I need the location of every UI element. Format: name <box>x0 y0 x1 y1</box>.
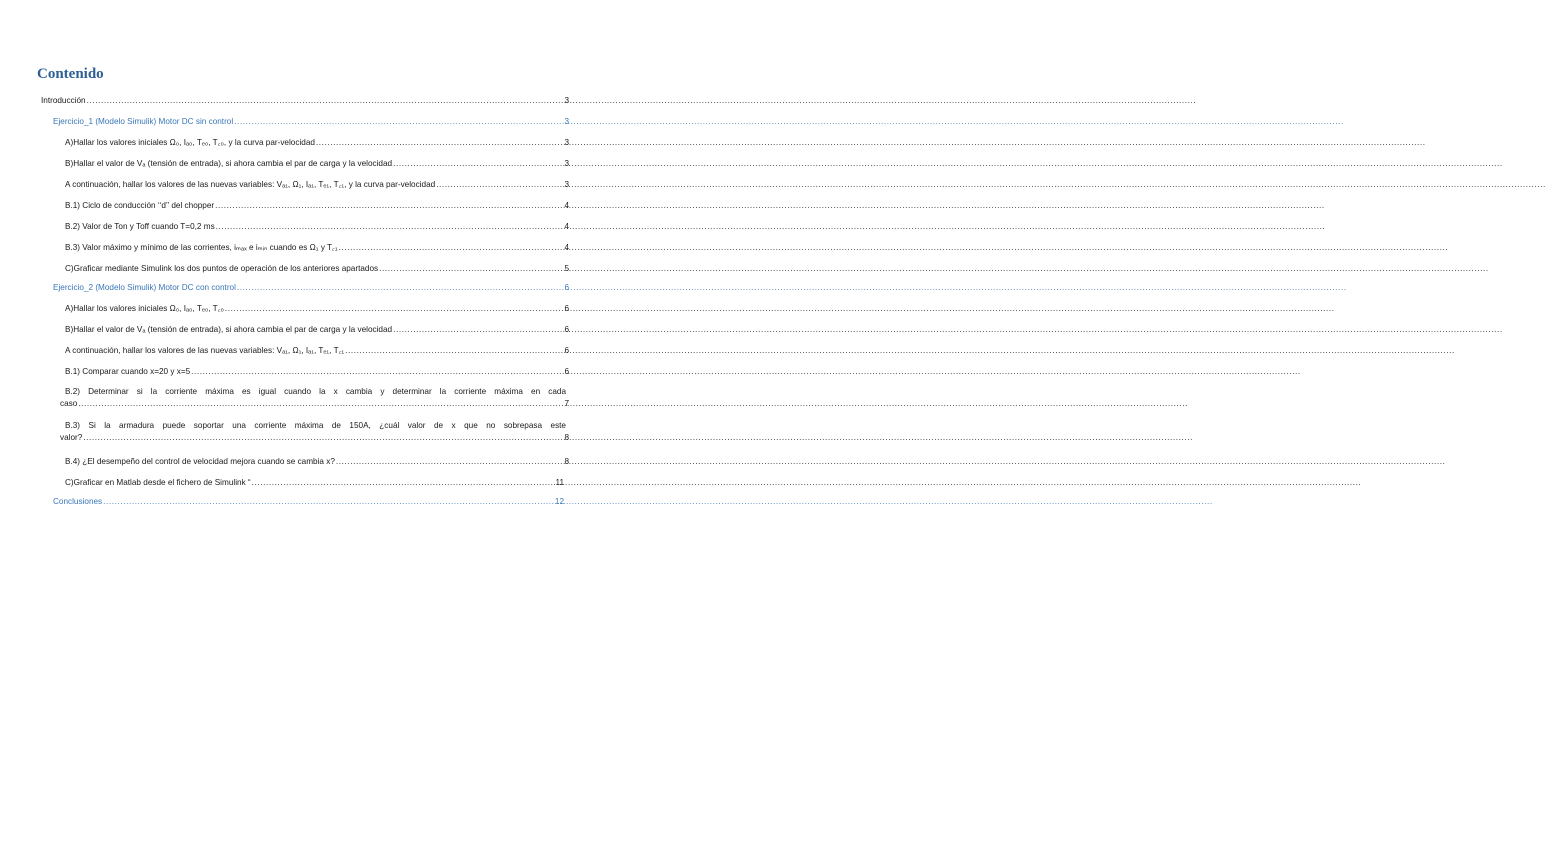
toc-entry-ej2-continuacion[interactable] <box>65 345 569 357</box>
toc-entry-conclusiones[interactable] <box>53 496 564 508</box>
toc-entry-label: Hallar los valores iniciales Ω₀, Iₐ₀, Tₑ₀, T꜀₀, y la curva par-velocidad <box>73 138 315 147</box>
toc-entry-ej2-b2[interactable] <box>60 386 569 410</box>
toc-entry-introduccion[interactable] <box>41 95 569 107</box>
toc-entry-label: B.1) Comparar cuando x=20 y x=5 <box>65 367 191 376</box>
toc-entry-letter: A) <box>65 304 74 313</box>
toc-entry-label: Hallar el valor de Vₐ (tensión de entrada), si ahora cambia el par de carga y la velocidad <box>73 159 393 168</box>
toc-leader <box>393 324 563 336</box>
toc-page-number: 11 <box>555 478 564 487</box>
toc-entry-ej2-c[interactable] <box>65 477 564 489</box>
toc-entry-letter: B) <box>65 159 74 168</box>
toc-leader <box>237 282 564 294</box>
toc-page-number: 6 <box>564 325 569 334</box>
toc-entry-label: Graficar mediante Simulink los dos puntos de operación de los anteriores apartados <box>73 264 379 273</box>
toc-page-number: 3 <box>564 117 569 126</box>
toc-entry-ej1-b1[interactable] <box>65 200 569 212</box>
toc-entry-ej1-b2[interactable] <box>65 221 569 233</box>
toc-leader <box>234 116 563 128</box>
toc-entry-label: B.4) ¿El desempeño del control de velocidad mejora cuando se cambia x? <box>65 457 335 466</box>
toc-page-number: 6 <box>564 283 569 292</box>
toc-entry-label-line1: B.2) Determinar si la corriente máxima es igual cuando la x cambia y determinar la corriente máxima en cada <box>65 387 566 396</box>
toc-entry-label: B.2) Valor de Ton y Toff cuando T=0,2 ms <box>65 222 215 231</box>
toc-entry-line2 <box>60 398 569 410</box>
toc-page-number: 3 <box>564 159 569 168</box>
toc-entry-ejercicio-2[interactable] <box>53 282 569 294</box>
toc-entry-label: Ejercicio_1 (Modelo Simulik) Motor DC sin control <box>53 117 234 126</box>
toc-entry-label: Introducción <box>41 96 86 105</box>
toc-title: Contenido <box>37 66 104 82</box>
toc-entry-label-line2: valor? <box>60 433 83 442</box>
toc-entry-letter: B) <box>65 325 74 334</box>
toc-entry-line2 <box>60 432 569 444</box>
toc-page-number: 4 <box>564 222 569 231</box>
toc-entry-label: Graficar en Matlab desde el fichero de Simulink “ <box>73 478 251 487</box>
toc-page-number: 3 <box>564 138 569 147</box>
toc-page-number: 3 <box>564 96 569 105</box>
toc-leader <box>336 456 564 468</box>
toc-entry-ej1-b3[interactable] <box>65 242 569 254</box>
toc-leader <box>215 200 563 212</box>
toc-leader <box>225 303 564 315</box>
toc-entry-ej2-a[interactable] <box>65 303 569 315</box>
toc-leader <box>87 95 564 107</box>
toc-entry-label: Hallar el valor de Vₐ (tensión de entrada), si ahora cambia el par de carga y la velocidad <box>73 325 393 334</box>
toc-entry-letter: A) <box>65 138 74 147</box>
toc-entry-ej1-c[interactable] <box>65 263 569 275</box>
toc-entry-letter: C) <box>65 264 74 273</box>
toc-entry-label-line2: caso <box>60 399 78 408</box>
toc-page-number: 7 <box>564 399 569 408</box>
toc-entry-ej2-b[interactable] <box>65 324 569 336</box>
toc-entry-label: Hallar los valores iniciales Ω₀, Iₐ₀, Tₑ₀, T꜀₀ <box>73 304 224 313</box>
toc-entry-label: B.1) Ciclo de conducción ‘‘d’’ del chopper <box>65 201 215 210</box>
toc-entry-label: Ejercicio_2 (Modelo Simulik) Motor DC con control <box>53 283 236 292</box>
toc-page-number: 3 <box>564 180 569 189</box>
toc-entry-ej2-b3[interactable] <box>60 420 569 444</box>
toc-page-number: 8 <box>564 433 569 442</box>
toc-entry-ej1-a[interactable] <box>65 137 569 149</box>
toc-leader <box>83 432 563 444</box>
toc-page-number: 6 <box>564 304 569 313</box>
table-of-contents <box>0 0 600 848</box>
toc-leader <box>393 158 563 170</box>
toc-entry-ej2-b4[interactable] <box>65 456 569 468</box>
toc-leader <box>339 242 564 254</box>
toc-entry-ejercicio-1[interactable] <box>53 116 569 128</box>
toc-page-number: 6 <box>564 367 569 376</box>
toc-page-number: 12 <box>554 497 564 506</box>
toc-entry-label-line1: B.3) Si la armadura puede soportar una corriente máxima de 150A, ¿cuál valor de x que no sobrepasa este <box>65 421 566 430</box>
toc-entry-label: B.3) Valor máximo y mínimo de las corrientes, iₘₐₓ e iₘᵢₙ cuando es Ω₁ y T꜀₁ <box>65 243 338 252</box>
toc-leader <box>103 496 554 508</box>
toc-page-number: 4 <box>564 201 569 210</box>
toc-entry-letter: C) <box>65 478 74 487</box>
toc-leader <box>78 398 563 410</box>
toc-page-number: 8 <box>564 457 569 466</box>
toc-leader <box>216 221 564 233</box>
toc-entry-ej2-b1[interactable] <box>65 366 569 378</box>
toc-entry-label: A continuación, hallar los valores de las nuevas variables: Vₐ₁, Ω₁, Iₐ₁, Tₑ₁, T꜀₁ <box>65 346 345 355</box>
document-page <box>0 0 600 848</box>
toc-leader <box>345 345 563 357</box>
toc-leader <box>252 477 555 489</box>
toc-entry-ej1-b[interactable] <box>65 158 569 170</box>
toc-leader <box>436 179 563 191</box>
toc-leader <box>316 137 564 149</box>
toc-page-number: 6 <box>564 346 569 355</box>
toc-entry-label: Conclusiones <box>53 497 103 506</box>
toc-page-number: 5 <box>564 264 569 273</box>
toc-leader <box>191 366 563 378</box>
toc-entry-label: A continuación, hallar los valores de las nuevas variables: Vₐ₁, Ω₁, Iₐ₁, Tₑ₁, T꜀₁, y la curva par-velocidad <box>65 180 436 189</box>
toc-entry-ej1-continuacion[interactable] <box>65 179 569 191</box>
toc-page-number: 4 <box>564 243 569 252</box>
toc-leader <box>379 263 563 275</box>
